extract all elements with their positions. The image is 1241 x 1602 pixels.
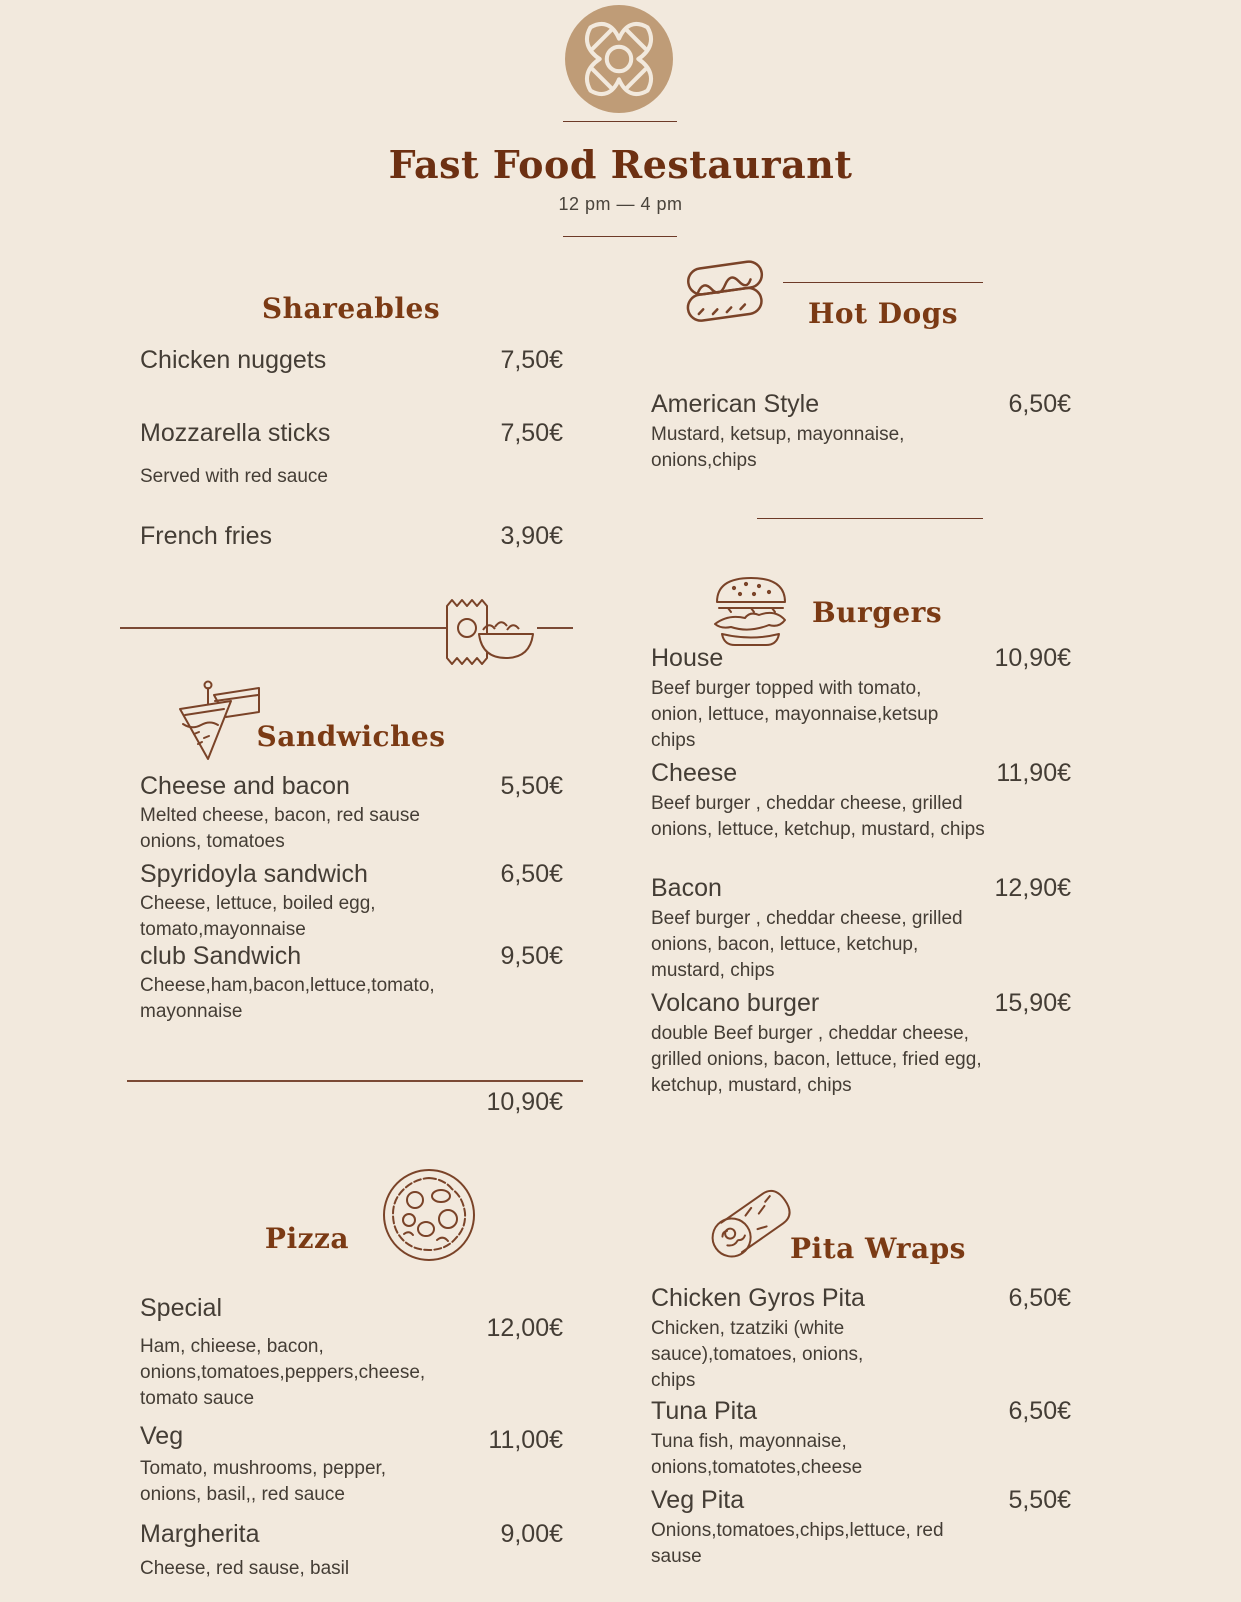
sandwiches-divider-right	[537, 627, 573, 629]
menu-item-name: club Sandwich	[140, 942, 302, 970]
menu-item-row	[651, 987, 1071, 1019]
menu-item-name: Special	[140, 1294, 222, 1322]
menu-item-price: 15,90€	[994, 989, 1071, 1017]
menu-item-desc: Onions,tomatoes,chips,lettuce, red sause	[651, 1520, 944, 1567]
menu-item-row	[140, 344, 563, 376]
menu-item-price: 12,00€	[486, 1314, 563, 1342]
menu-item-name: French fries	[140, 522, 272, 550]
menu-item-desc: Ham, chieese, bacon, onions,tomatoes,peppers,cheese, tomato sauce	[140, 1336, 426, 1409]
header-divider-bottom	[563, 236, 677, 237]
menu-item-desc: Served with red sauce	[140, 466, 328, 487]
menu-item-desc: Beef burger topped with tomato, onion, lettuce, mayonnaise,ketsup chips	[651, 678, 939, 751]
menu-item-name: House	[651, 644, 724, 672]
menu-item-row	[140, 940, 563, 972]
menu-item-price: 11,00€	[488, 1426, 563, 1454]
menu-item-price: 6,50€	[500, 860, 563, 888]
menu-item-price: 12,90€	[994, 874, 1071, 902]
menu-item-price: 6,50€	[1008, 1397, 1071, 1425]
section-title-sandwiches: Sandwiches	[256, 720, 446, 753]
orphan-price: 10,90€	[486, 1088, 563, 1116]
menu-item-price: 5,50€	[1008, 1486, 1071, 1514]
menu-item-price: 7,50€	[500, 346, 563, 374]
section-title-pizza: Pizza	[264, 1222, 350, 1255]
menu-item-desc: Cheese,ham,bacon,lettuce,tomato, mayonnaise	[140, 975, 435, 1022]
menu-item-row	[140, 858, 563, 890]
menu-item-desc: double Beef burger , cheddar cheese, grilled onions, bacon, lettuce, fried egg, ketchup, mustard, chips	[651, 1023, 982, 1096]
sandwiches-bottom-divider	[127, 1080, 583, 1082]
section-title-burgers: Burgers	[812, 596, 943, 629]
menu-item-desc: Beef burger , cheddar cheese, grilled onions, bacon, lettuce, ketchup, mustard, chips	[651, 908, 963, 981]
menu-item-name: Cheese and bacon	[140, 772, 350, 800]
menu-item-price: 7,50€	[500, 419, 563, 447]
menu-item-desc: Melted cheese, bacon, red sause onions, tomatoes	[140, 805, 420, 852]
hot-dog-icon	[676, 250, 776, 335]
menu-item-name: Tuna Pita	[651, 1397, 758, 1425]
flower-logo-icon	[564, 4, 674, 114]
header-divider-top	[563, 121, 677, 122]
menu-item-price: 11,90€	[996, 759, 1071, 787]
menu-item-name: Mozzarella sticks	[140, 419, 331, 447]
menu-item-name: Veg	[140, 1422, 184, 1450]
menu-item-desc: Mustard, ketsup, mayonnaise, onions,chips	[651, 424, 905, 471]
opening-hours: 12 pm — 4 pm	[558, 194, 683, 214]
menu-item-row	[140, 1518, 563, 1550]
menu-item-name: Chicken Gyros Pita	[651, 1284, 865, 1312]
menu-item-row	[651, 1484, 1071, 1516]
menu-item-row	[651, 642, 1071, 674]
menu-item-desc: Tomato, mushrooms, pepper, onions, basil,, red sauce	[140, 1458, 387, 1505]
menu-item-price: 6,50€	[1008, 1284, 1071, 1312]
menu-item-name: Spyridoyla sandwich	[140, 860, 368, 888]
menu-item-desc: Tuna fish, mayonnaise, onions,tomatotes,cheese	[651, 1431, 863, 1478]
menu-item-row	[140, 770, 563, 802]
page-title: Fast Food Restaurant	[388, 142, 853, 187]
section-title-hot-dogs: Hot Dogs	[807, 297, 959, 330]
menu-item-desc: Chicken, tzatziki (white sauce),tomatoes, onions, chips	[651, 1318, 864, 1391]
hotdogs-bottom-divider	[757, 518, 983, 519]
pita-wrap-icon	[696, 1178, 804, 1274]
menu-item-price: 10,90€	[994, 644, 1071, 672]
menu-item-row	[140, 417, 563, 449]
menu-item-name: American Style	[651, 390, 820, 418]
menu-item-name: Veg Pita	[651, 1486, 745, 1514]
menu-item-name: Margherita	[140, 1520, 260, 1548]
menu-item-row	[651, 757, 1071, 789]
menu-item-name: Chicken nuggets	[140, 346, 327, 374]
menu-item-price: 3,90€	[500, 522, 563, 550]
hotdogs-divider	[783, 282, 983, 283]
menu-item-price: 6,50€	[1008, 390, 1071, 418]
menu-item-row	[651, 1282, 1071, 1314]
menu-item-desc: Cheese, lettuce, boiled egg, tomato,mayonnaise	[140, 893, 376, 940]
menu-item-name: Volcano burger	[651, 989, 820, 1017]
menu-item-desc: Beef burger , cheddar cheese, grilled onions, lettuce, ketchup, mustard, chips	[651, 793, 985, 840]
sandwiches-divider-left	[120, 627, 446, 629]
burger-icon	[706, 572, 796, 652]
chips-bag-icon	[437, 590, 537, 670]
menu-item-name: Bacon	[651, 874, 722, 902]
menu-item-name: Cheese	[651, 759, 738, 787]
menu-item-row	[140, 520, 563, 552]
menu-item-price: 5,50€	[500, 772, 563, 800]
section-title-shareables: Shareables	[261, 292, 441, 325]
menu-item-price: 9,50€	[500, 942, 563, 970]
menu-item-desc: Cheese, red sause, basil	[140, 1558, 350, 1579]
section-title-pita-wraps: Pita Wraps	[790, 1232, 966, 1265]
menu-item-price: 9,00€	[500, 1520, 563, 1548]
menu-item-row	[651, 388, 1071, 420]
menu-item-row	[651, 872, 1071, 904]
menu-item-row	[651, 1395, 1071, 1427]
